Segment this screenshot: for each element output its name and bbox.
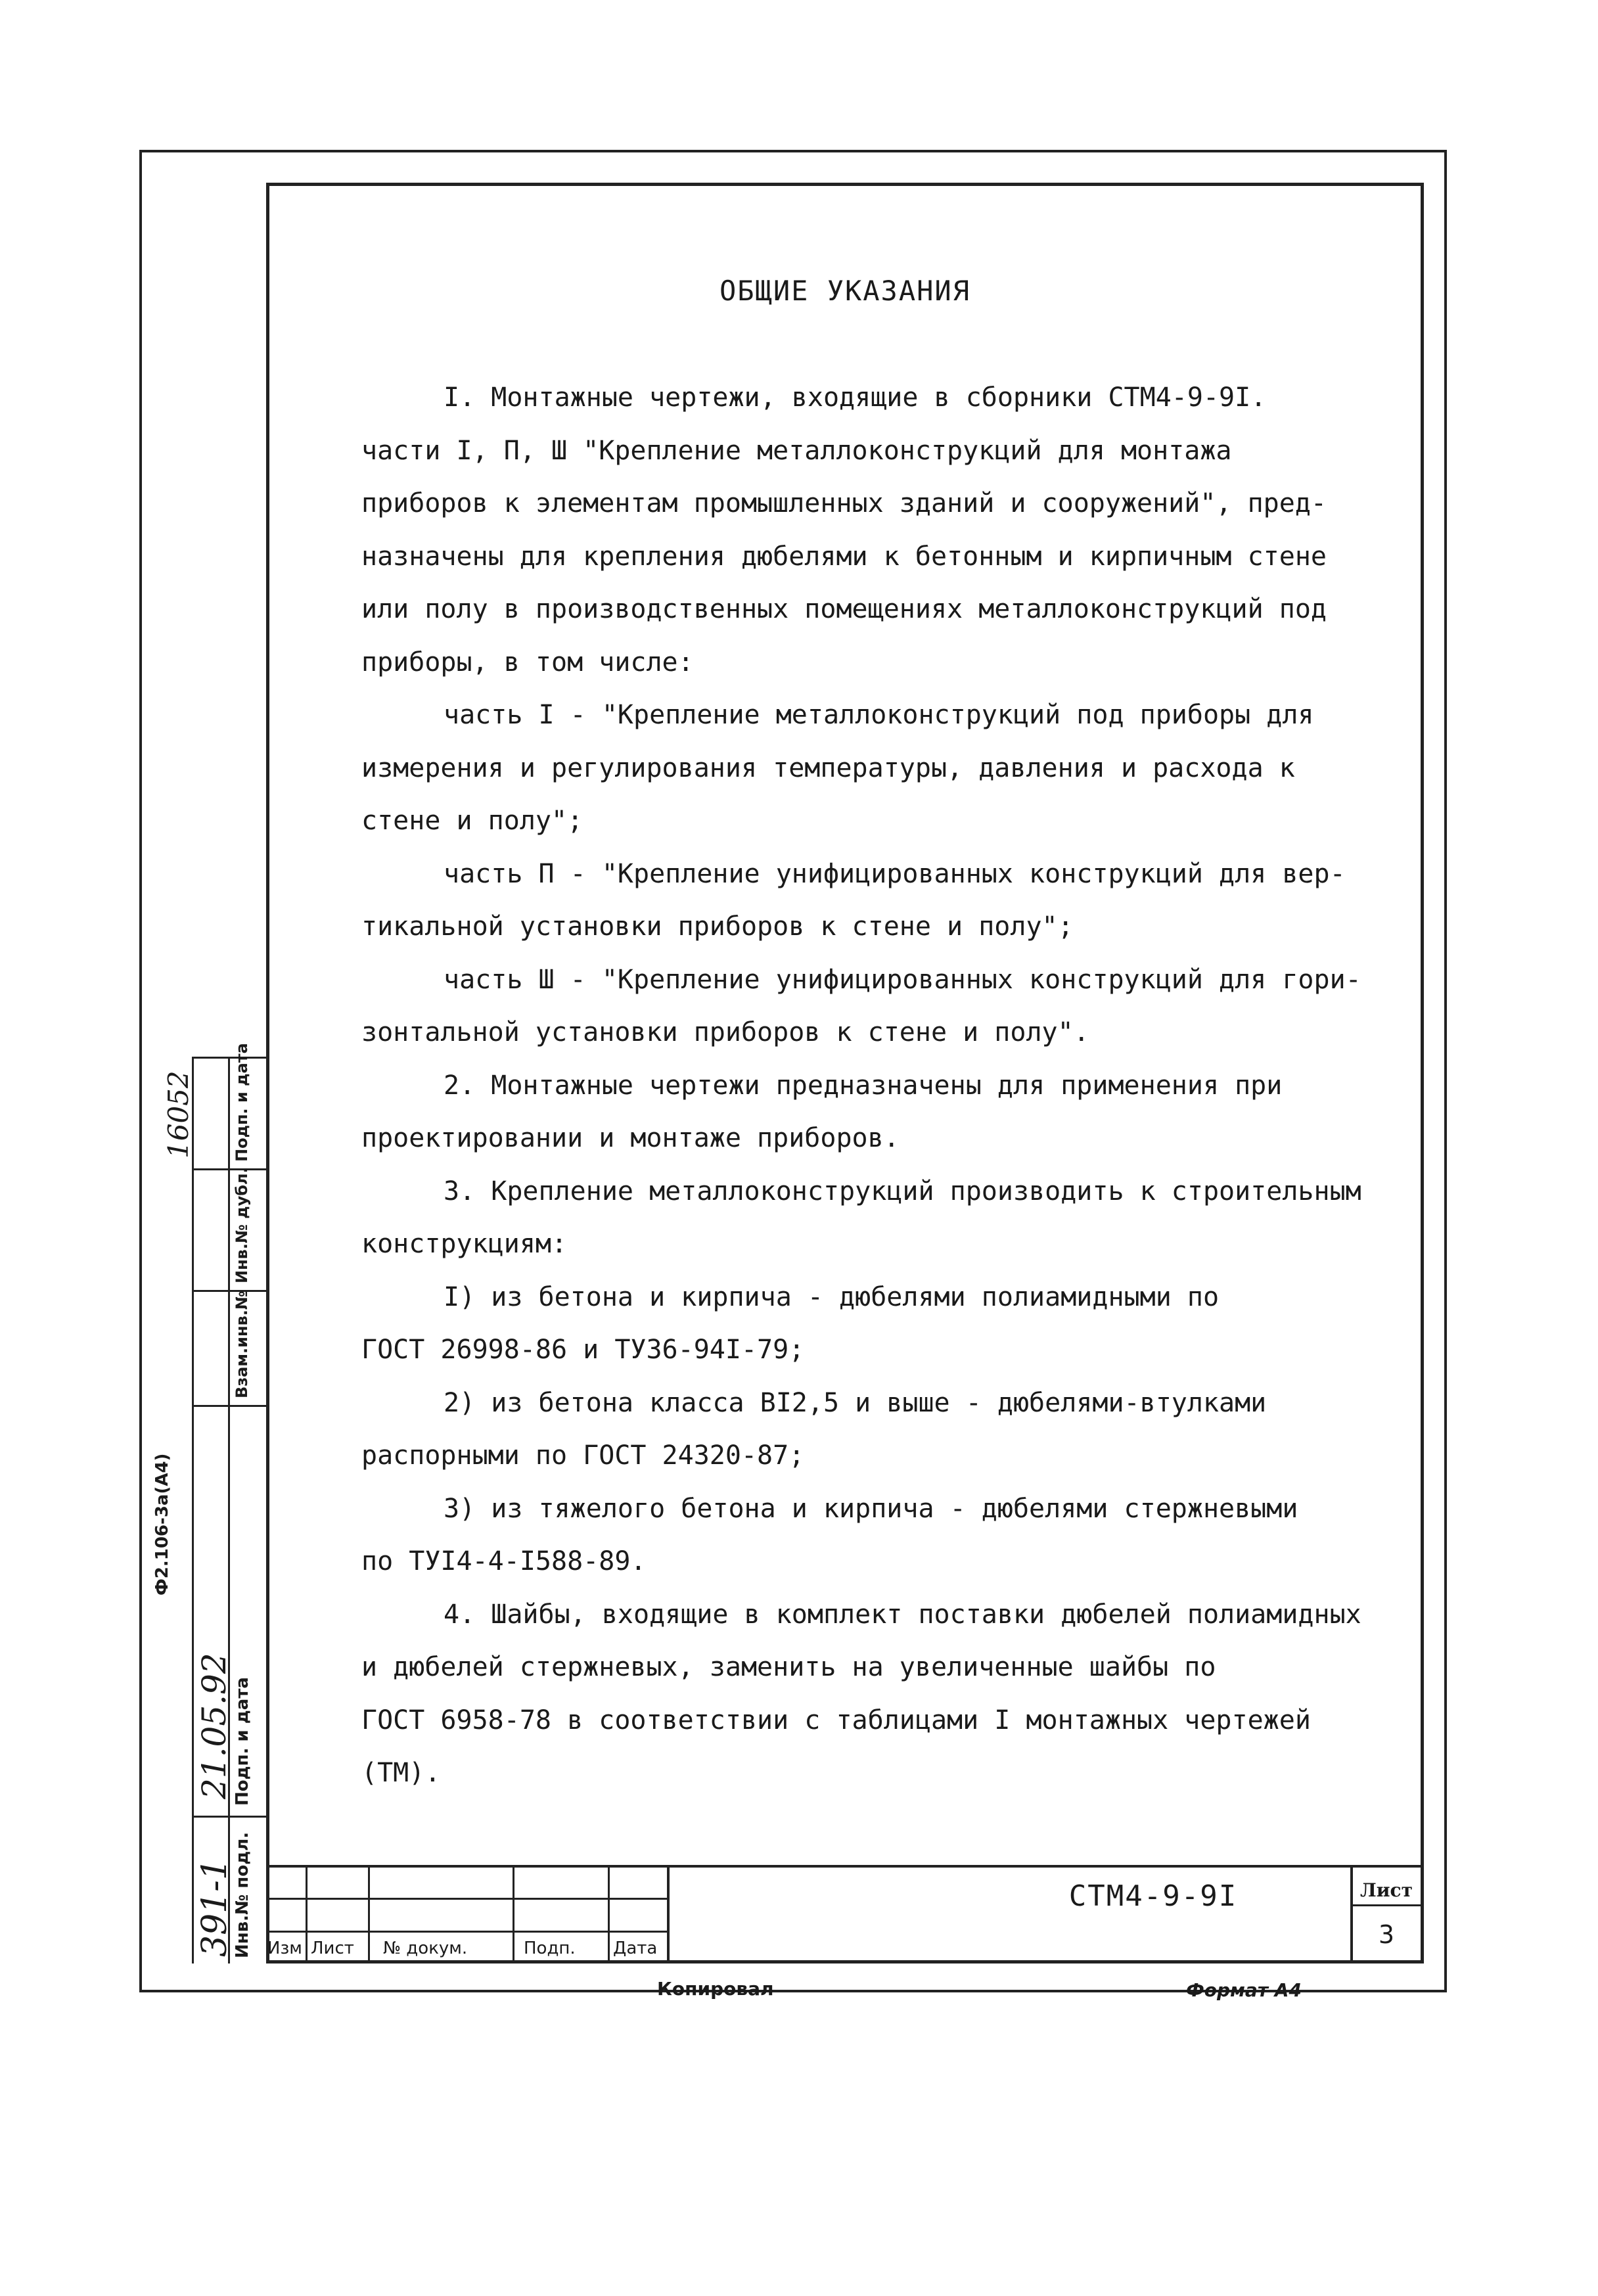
body-line: стене и полу"; [361, 806, 583, 836]
copied-by-label: Копировал [657, 1978, 774, 2000]
body-line: 4. Шайбы, входящие в комплект поставки дюбелей полиамидных [444, 1599, 1361, 1630]
body-line: I. Монтажные чертежи, входящие в сборники СТМ4-9-9I. [444, 382, 1267, 413]
col-date: Дата [613, 1939, 658, 1958]
side-label-inv-orig: Инв.№ подл. [233, 1831, 252, 1958]
document-code: СТМ4-9-9I [1068, 1879, 1238, 1913]
body-line: тикальной установки приборов к стене и полу"; [361, 911, 1074, 942]
body-line: часть Ш - "Крепление унифицированных конструкций для гори- [444, 964, 1361, 995]
page-title: ОБЩИЕ УКАЗАНИЯ [719, 275, 970, 307]
body-line: назначены для крепления дюбелями к бетонным и кирпичным стене [361, 541, 1327, 572]
body-line: части I, П, Ш "Крепление металлоконструкций для монтажа [361, 435, 1232, 466]
body-line: часть I - "Крепление металлоконструкций под приборы для [444, 700, 1314, 730]
body-line: I) из бетона и кирпича - дюбелями полиамидными по [444, 1281, 1220, 1312]
form-code: Ф2.106-3а(А4) [152, 1453, 172, 1596]
body-line: распорными по ГОСТ 24320-87; [361, 1440, 805, 1471]
handwritten-note: 16052 [162, 1070, 194, 1159]
sheet-number: 3 [1378, 1920, 1395, 1949]
handwritten-sign-date: 21.05.92 [195, 1653, 233, 1799]
side-label-sign-date-top: Подп. и дата [233, 1043, 251, 1162]
body-line: приборы, в том числе: [361, 647, 694, 677]
col-list: Лист [311, 1939, 354, 1958]
body-line: проектировании и монтаже приборов. [361, 1123, 900, 1153]
col-sign: Подп. [524, 1939, 576, 1958]
document-body [361, 371, 1386, 1800]
format-label: Формат А4 [1186, 1979, 1302, 2001]
body-line: 3. Крепление металлоконструкций производить к строительным [444, 1176, 1361, 1206]
sheet-label: Лист [1360, 1879, 1413, 1901]
body-line: конструкциям: [361, 1229, 568, 1259]
side-stamp [152, 1043, 266, 1963]
handwritten-inv-number: 391-1 [195, 1858, 235, 1957]
body-line: часть П - "Крепление унифицированных конструкций для вер- [444, 858, 1346, 889]
body-line: (ТМ). [361, 1758, 441, 1788]
body-line: 2. Монтажные чертежи предназначены для применения при [444, 1070, 1283, 1101]
body-line: измерения и регулирования температуры, давления и расхода к [361, 752, 1295, 783]
body-line: зонтальной установки приборов к стене и полу". [361, 1017, 1089, 1047]
body-line: 3) из тяжелого бетона и кирпича - дюбелями стержневыми [444, 1493, 1298, 1524]
side-label-replace-inv: Взам.инв.№ [233, 1291, 251, 1398]
col-izm: Изм [267, 1939, 302, 1958]
title-block [266, 1865, 1424, 1963]
body-line: ГОСТ 26998-86 и ТУ36-94I-79; [361, 1335, 805, 1365]
body-line: по ТУI4-4-I588-89. [361, 1546, 647, 1576]
body-line: или полу в производственных помещениях металлоконструкций под [361, 594, 1327, 624]
side-label-inv-dup: Инв.№ дубл. [233, 1167, 251, 1283]
body-line: ГОСТ 6958-78 в соответствии с таблицами I монтажных чертежей [361, 1705, 1311, 1735]
body-line: и дюбелей стержневых, заменить на увеличенные шайбы по [361, 1652, 1216, 1682]
body-line: 2) из бетона класса BI2,5 и выше - дюбелями-втулками [444, 1387, 1267, 1418]
col-doc: № докум. [383, 1939, 468, 1958]
side-label-sign-date: Подп. и дата [233, 1677, 252, 1806]
body-line: приборов к элементам промышленных зданий и сооружений", пред- [361, 488, 1327, 518]
